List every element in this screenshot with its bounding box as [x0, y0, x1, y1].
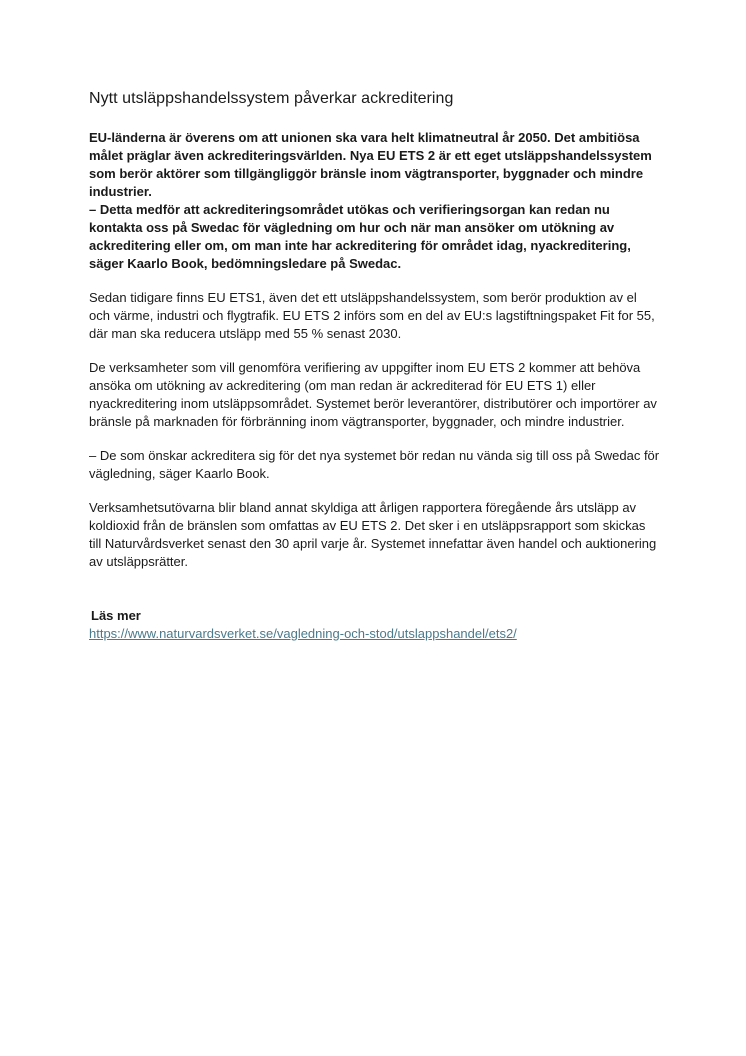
- body-paragraph-reporting: Verksamhetsutövarna blir bland annat skyldiga att årligen rapportera föregående års utsläpp av koldioxid från de bränslen som omfattas av EU ETS 2. Det sker i en utsläppsrapport som skickas till Naturvårdsverket senast den 30 april varje år. Systemet innefattar även handel och auktionering av utsläppsrätter.: [89, 500, 657, 569]
- article-title: Nytt utsläppshandelssystem påverkar ackreditering: [89, 90, 454, 107]
- spacer: [89, 587, 661, 607]
- document-page: [89, 88, 661, 643]
- lead-quote-paragraph: – Detta medför att ackrediteringsområdet utökas och verifieringsorgan kan redan nu kontakta oss på Swedac för vägledning om hur och när man ansöker om utökning av ackreditering eller om, om man inte har ackreditering för området idag, nyackreditering, säger Kaarlo Book, bedömningsledare på Swedac.: [89, 202, 631, 271]
- lead-paragraph: EU-länderna är överens om att unionen ska vara helt klimatneutral år 2050. Det ambitiösa målet präglar även ackrediteringsvärlden. Nya EU ETS 2 är ett eget utsläppshandelssystem som berör aktörer som tillgängliggör bränsle inom vägtransporter, byggnader och mindre industrier.: [89, 130, 652, 199]
- lead-section: [89, 129, 661, 273]
- read-more-label: Läs mer: [91, 608, 141, 623]
- body-paragraph-verification: De verksamheter som vill genomföra verifiering av uppgifter inom EU ETS 2 kommer att behöva ansöka om utökning av ackreditering (om man redan är ackrediterad för EU ETS 1) eller nyackreditering inom utsläppsområdet. Systemet berör leverantörer, distributörer och importörer av bränsle på marknaden för förbränning inom vägtransporter, byggnader, och mindre industrier.: [89, 360, 657, 429]
- body-paragraph-quote: – De som önskar ackreditera sig för det nya systemet bör redan nu vända sig till oss på Swedac för vägledning, säger Kaarlo Book.: [89, 448, 660, 481]
- body-paragraph-ets1: Sedan tidigare finns EU ETS1, även det ett utsläppshandelssystem, som berör produktion av el och värme, industri och flygtrafik. EU ETS 2 införs som en del av EU:s lagstiftningspaket Fit for 55, där man ska reducera utsläpp med 55 % senast 2030.: [89, 290, 655, 341]
- read-more-link[interactable]: https://www.naturvardsverket.se/vagledning-och-stod/utslappshandel/ets2/: [89, 626, 517, 641]
